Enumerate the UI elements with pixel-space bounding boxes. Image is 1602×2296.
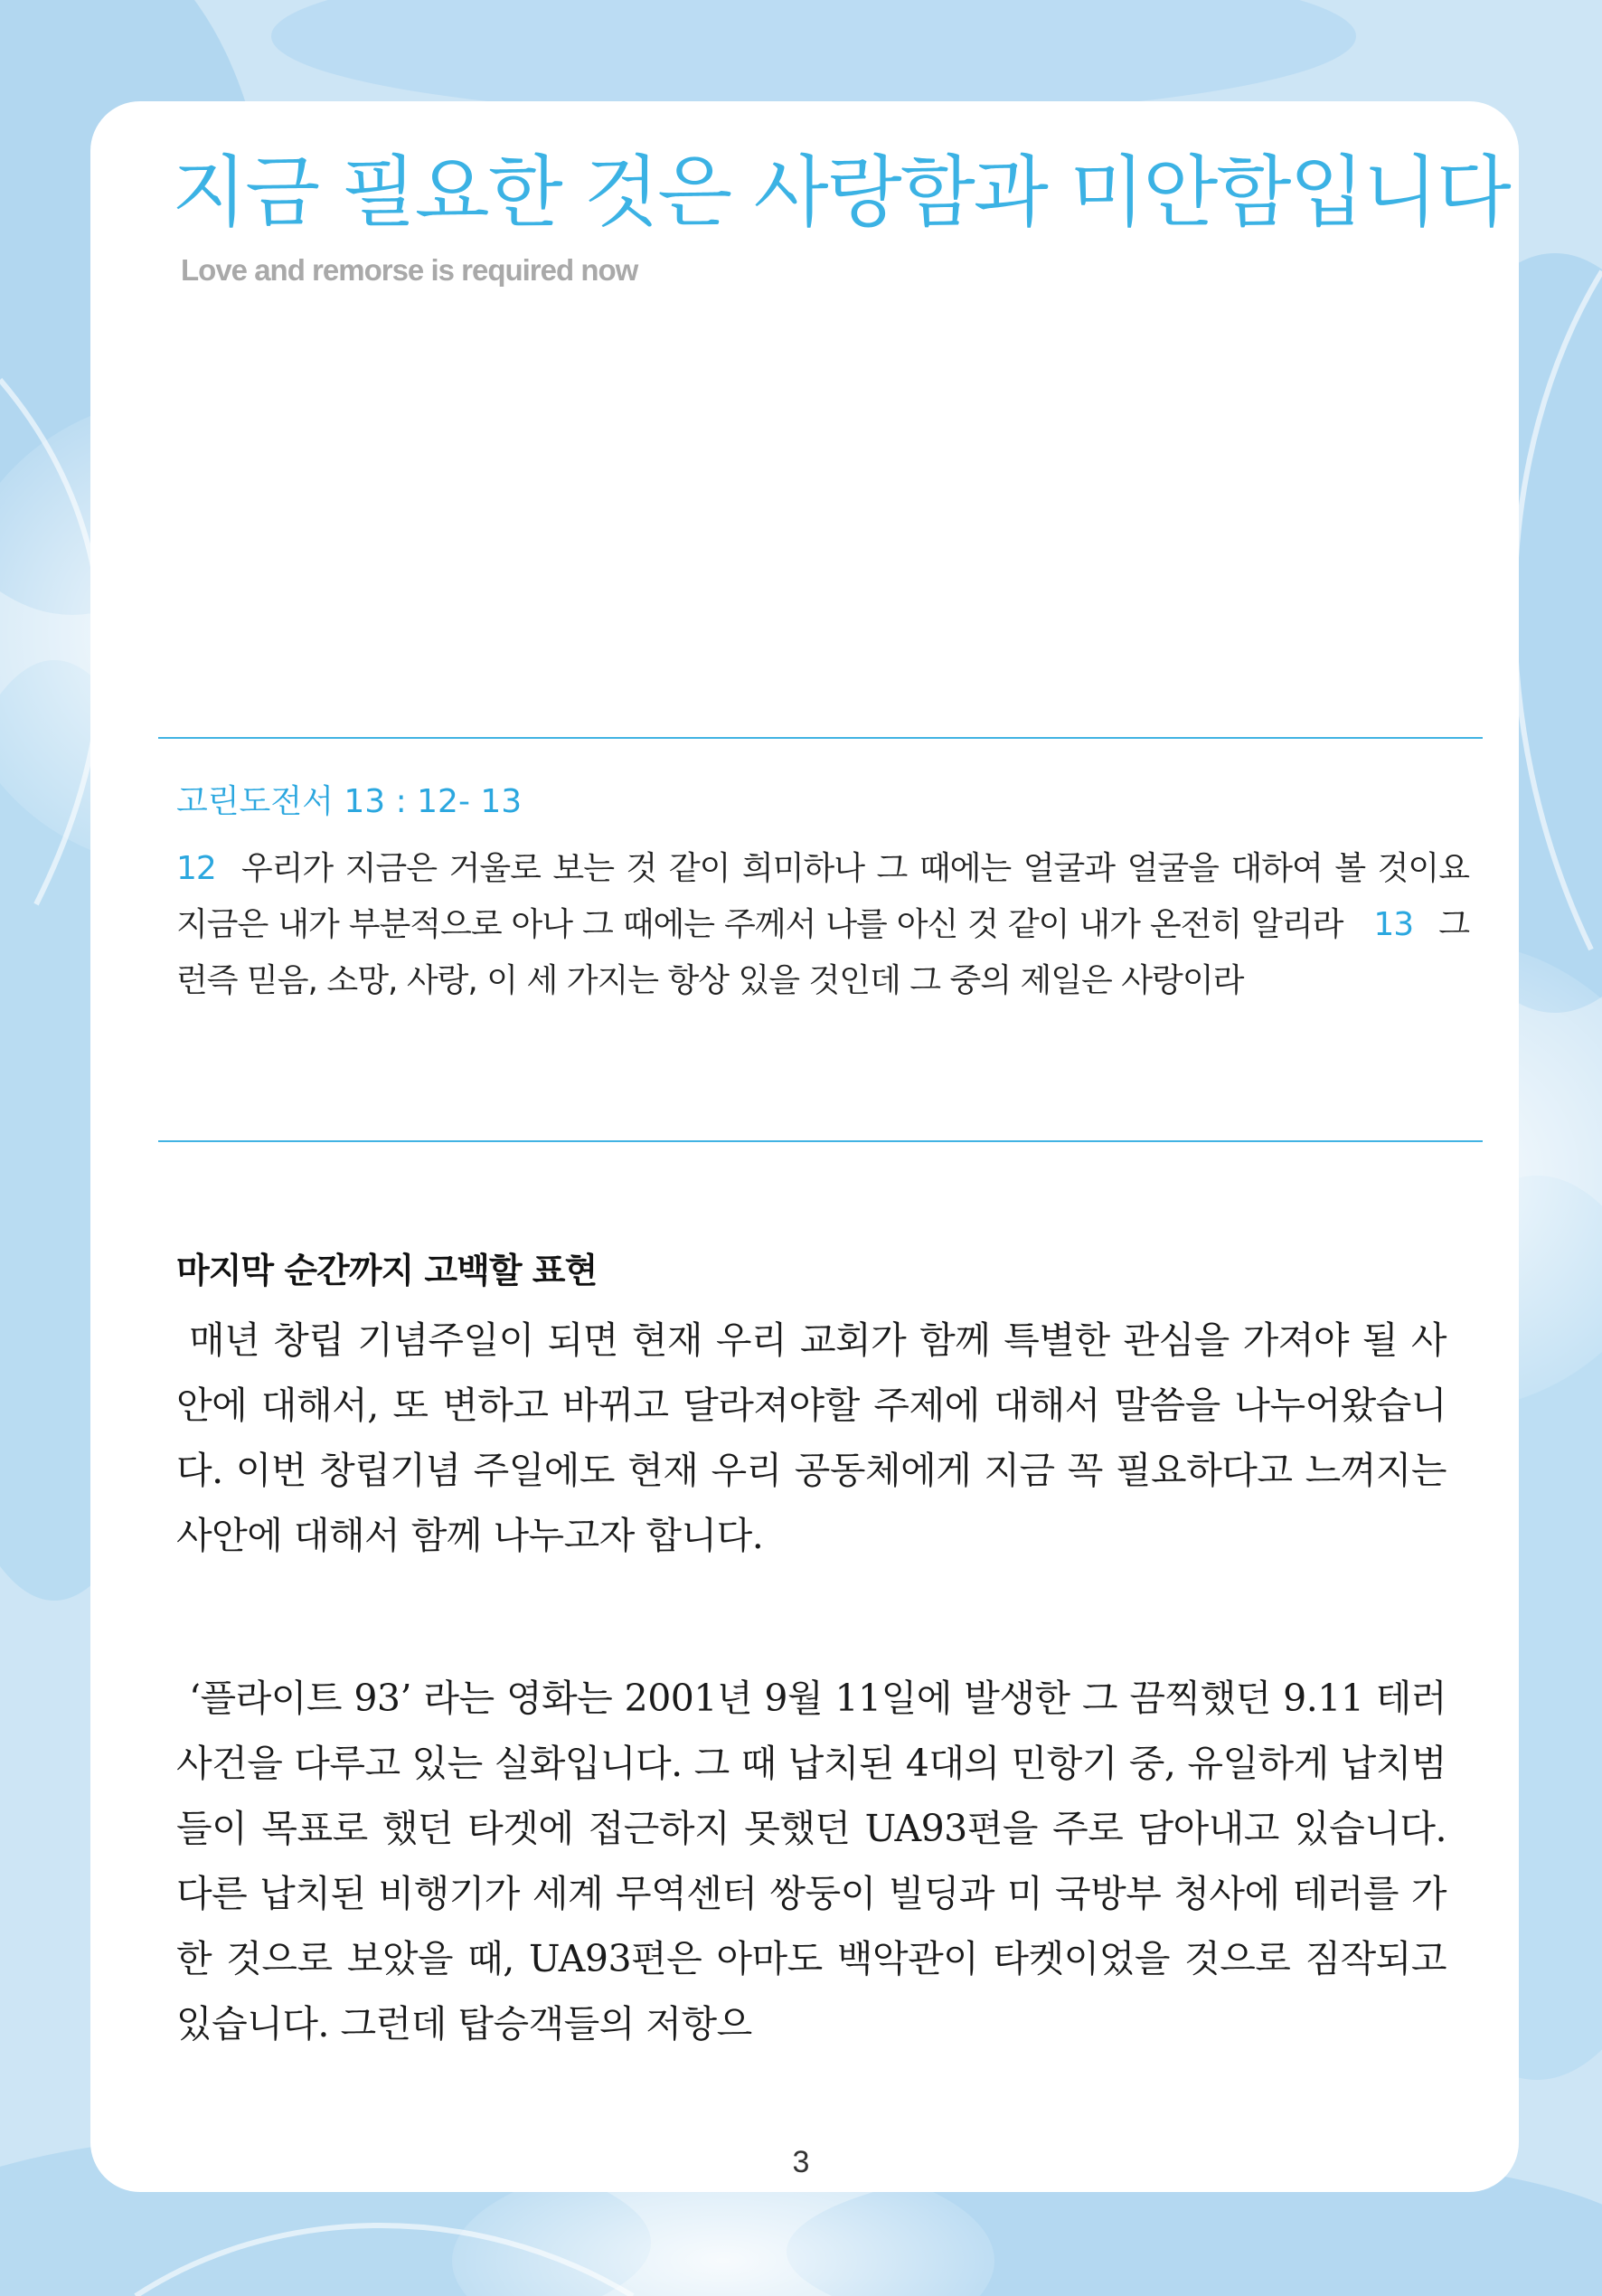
- scripture-verses: [176, 841, 1469, 1009]
- section-heading: 마지막 순간까지 고백할 표현: [176, 1251, 598, 1290]
- page-title: 지금 필요한 것은 사랑함과 미안함입니다: [172, 147, 1510, 238]
- scripture-top-divider: [158, 737, 1483, 739]
- scripture-bottom-divider: [158, 1140, 1483, 1142]
- scripture-block: [176, 780, 1469, 1009]
- verse-number: 13: [1373, 906, 1414, 943]
- verse-text: 그런즉 믿음, 소망, 사랑, 이 세 가지는 항상 있을 것인데 그 중의 제일은 사랑이라: [176, 906, 1469, 999]
- body-paragraph: ‘플라이트 93’ 라는 영화는 2001년 9월 11일에 발생한 그 끔찍했던 9.11 테러사건을 다루고 있는 실화입니다. 그 때 납치된 4대의 민항기 중, 유일하게 납치범들이 목표로 했던 타겟에 접근하지 못했던 UA93편을 주로 담아내고 있습니다. 다른 납치된 비행기가 세계 무역센터 쌍둥이 빌딩과 미 국방부 청사에 테러를 가한 것으로 보았을 때, UA93편은 아마도 백악관이 타켓이었을 것으로 짐작되고 있습니다. 그런데 탑승객들의 저항으: [176, 1677, 1447, 2046]
- page-subtitle: Love and remorse is required now: [181, 253, 638, 287]
- verse-number: 12: [176, 850, 216, 887]
- page-number: 3: [792, 2145, 810, 2179]
- verse-text: 우리가 지금은 거울로 보는 것 같이 희미하나 그 때에는 얼굴과 얼굴을 대하여 볼 것이요 지금은 내가 부분적으로 아나 그 때에는 주께서 나를 아신 것 같이 내가 온전히 알리라: [176, 850, 1469, 943]
- scripture-reference: 고린도전서 13 : 12- 13: [176, 783, 523, 820]
- body-paragraph: 매년 창립 기념주일이 되면 현재 우리 교회가 함께 특별한 관심을 가져야 될 사안에 대해서, 또 변하고 바뀌고 달라져야할 주제에 대해서 말씀을 나누어왔습니다. 이번 창립기념 주일에도 현재 우리 공동체에게 지금 꼭 필요하다고 느껴지는 사안에 대해서 함께 나누고자 합니다.: [176, 1318, 1447, 1557]
